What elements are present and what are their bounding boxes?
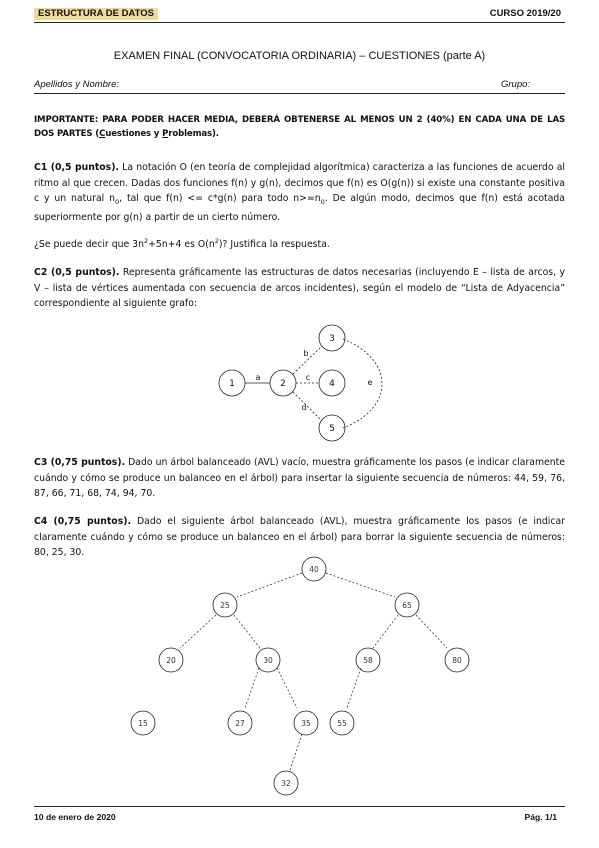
question-c2: C2 (0,5 puntos). Representa gráficamente las estructuras de datos necesarias (incluyendo E – lista de arcos, y V – lista de vértices aumentada con secuencia de arcos incidentes), según el modelo de “Lista de Adyacencia” correspondiente al siguiente grafo: bbox=[34, 267, 565, 309]
question-c1: C1 (0,5 puntos). La notación O (en teoría de complejidad algorítmica) caracteriza a las funciones de acuerdo al ritmo al que crecen. Dadas dos funciones f(n) y g(n), decimos que f(n) es O(g(n)) si existe una constante positiva c y un natural $n_0$, tal que f(n) <= c*g(n) para todo $n>=n_0$. De algún modo, decimos que f(n) está acotada superiormente por g(n) a partir de un cierto número. bbox=[34, 162, 565, 224]
tree-node-35-label: 35 bbox=[301, 719, 311, 728]
tree-node-40-label: 40 bbox=[309, 565, 319, 574]
exam-date: 10 de enero de 2020 bbox=[34, 812, 116, 822]
tree-node-80-label: 80 bbox=[452, 656, 462, 665]
graph-node-1-label: 1 bbox=[229, 379, 235, 389]
question-c4: C4 (0,75 puntos). Dado el siguiente árbol balanceado (AVL), muestra gráficamente los pasos (e indicar claramente cuándo y cómo se produce un balanceo en el árbol) para borrar la siguiente secuencia de números: 80, 25, 30. bbox=[34, 516, 566, 558]
tree-edge-25-20 bbox=[180, 615, 216, 648]
tree-node-55-label: 55 bbox=[337, 719, 347, 728]
tree-node-58-label: 58 bbox=[363, 656, 373, 665]
tree-edge-65-80 bbox=[416, 615, 447, 648]
course-label: CURSO 2019/20 bbox=[489, 8, 561, 19]
graph-node-2-label: 2 bbox=[280, 379, 286, 389]
question-c3: C3 (0,75 puntos). Dado un árbol balanceado (AVL) vacío, muestra gráficamente los pasos (e indicar claramente cuándo y cómo se produce un balanceo en el árbol) para insertar la siguiente secuencia de números: 44, 59, 76, 87, 66, 71, 68, 74, 94, 70. bbox=[34, 457, 565, 499]
edge-d-label: d bbox=[301, 403, 307, 412]
graph-node-3-label: 3 bbox=[329, 334, 335, 344]
edge-c-label: c bbox=[305, 373, 311, 382]
tree-edge-40-65 bbox=[326, 573, 395, 597]
edge-e bbox=[343, 339, 382, 428]
tree-edge-25-30 bbox=[234, 615, 260, 648]
tree-edge-65-58 bbox=[373, 615, 398, 648]
tree-edge-35-32 bbox=[290, 734, 302, 770]
tree-node-15-label: 15 bbox=[138, 719, 148, 728]
exam-title: EXAMEN FINAL (CONVOCATORIA ORDINARIA) – CUESTIONES (parte A) bbox=[113, 50, 486, 62]
edge-a-label: a bbox=[255, 373, 261, 382]
tree-edge-30-35 bbox=[277, 668, 297, 708]
important-notice: IMPORTANTE: PARA PODER HACER MEDIA, DEBERÁ OBTENERSE AL MENOS UN 2 (40%) EN CADA UNA DE LAS DOS PARTES (Cuestiones y Problemas). bbox=[34, 115, 565, 139]
tree-node-25-label: 25 bbox=[220, 601, 230, 610]
page-number: Pág. 1/1 bbox=[524, 812, 557, 822]
group-field-label: Grupo: bbox=[501, 79, 531, 90]
tree-node-65-label: 65 bbox=[402, 601, 412, 610]
graph-node-5-label: 5 bbox=[329, 424, 335, 434]
graph-node-4-label: 4 bbox=[329, 379, 335, 389]
tree-node-32-label: 32 bbox=[281, 779, 291, 788]
tree-node-30-label: 30 bbox=[263, 656, 273, 665]
tree-edge-58-55 bbox=[347, 668, 361, 708]
edge-b-label: b bbox=[303, 349, 309, 358]
question-c1-prompt: ¿Se puede decir que $3n^2+5n+4$ es $O(n^2)$? Justifica la respuesta. bbox=[34, 237, 330, 251]
tree-edge-40-25 bbox=[237, 573, 302, 597]
tree-node-27-label: 27 bbox=[235, 719, 245, 728]
tree-edge-30-27 bbox=[245, 668, 259, 708]
edge-e-label: e bbox=[367, 378, 373, 387]
tree-node-20-label: 20 bbox=[166, 656, 176, 665]
name-field-label: Apellidos y Nombre: bbox=[34, 79, 120, 90]
footer-divider bbox=[34, 806, 565, 807]
edge-d bbox=[293, 392, 322, 421]
subject-label: ESTRUCTURA DE DATOS bbox=[34, 8, 158, 20]
